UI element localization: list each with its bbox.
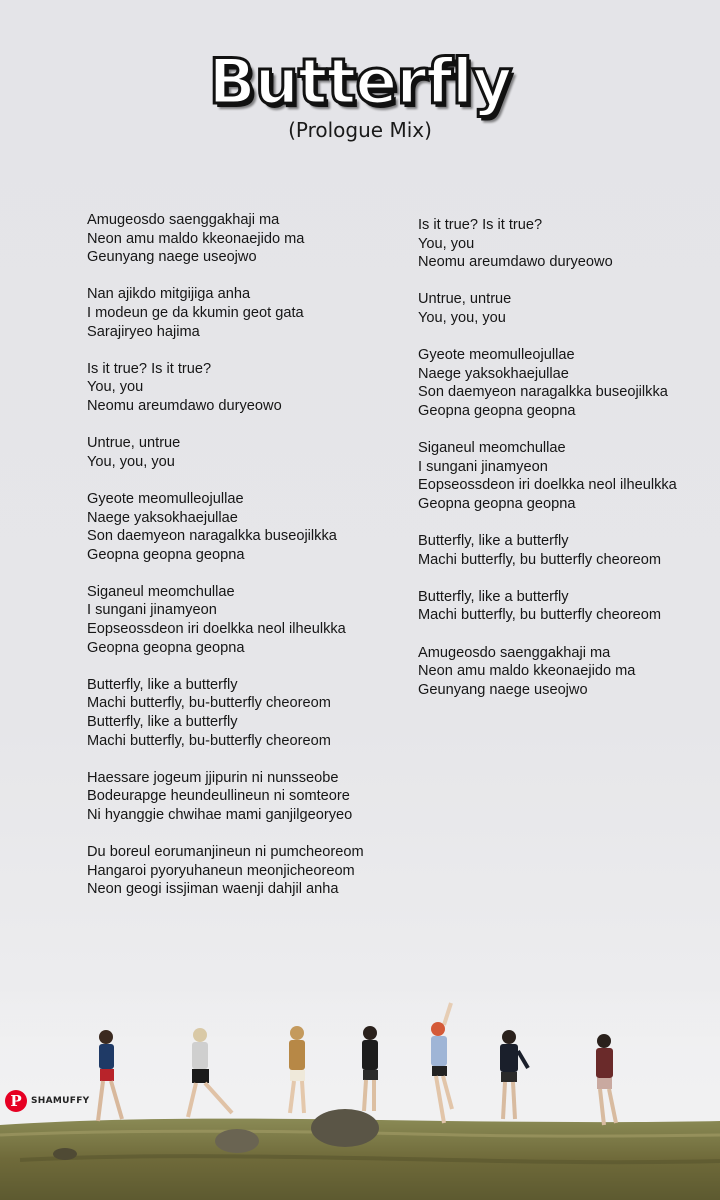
lyric-line: Ni hyanggie chwihae mami ganjilgeoryeo — [87, 807, 353, 823]
lyric-line: Geunyang naege useojwo — [87, 249, 257, 266]
lyric-line: Sarajiryeo hajima — [87, 323, 200, 340]
lyric-line: Geopna geopna geopna — [87, 639, 245, 656]
lyric-line: Du boreul eorumanjineun ni pumcheoreom — [87, 844, 364, 861]
lyrics-stanza — [418, 346, 708, 420]
lyric-line: You, you — [418, 235, 475, 252]
lyrics-stanza — [87, 434, 387, 471]
lyric-line: Butterfly, like a butterfly — [87, 676, 238, 693]
lyrics-stanza — [87, 211, 387, 267]
lyric-line: Neon amu maldo kkeonaejido ma — [418, 663, 636, 680]
lyric-line: Eopseossdeon iri doelkka neol ilheulkka — [418, 477, 677, 494]
lyric-line: Machi butterfly, bu butterfly cheoreom — [418, 607, 662, 624]
lyric-line: You, you, you — [87, 453, 175, 470]
lyric-line: Untrue, untrue — [87, 435, 181, 452]
watermark — [5, 1090, 89, 1112]
lyric-line: Nan ajikdo mitgijiga anha — [87, 286, 251, 303]
lyric-line: Amugeosdo saenggakhaji ma — [87, 212, 280, 228]
lyric-line: Naege yaksokhaejullae — [418, 365, 569, 382]
lyrics-column-right — [418, 216, 708, 718]
lyric-line: Geopna geopna geopna — [418, 402, 576, 419]
lyrics-stanza — [418, 644, 708, 700]
song-title: Butterfly — [208, 45, 512, 118]
lyric-line: You, you — [87, 379, 144, 396]
lyrics-stanza — [87, 490, 387, 564]
lyric-line: I sungani jinamyeon — [87, 602, 217, 619]
lyric-line: I modeun ge da kkumin geot gata — [87, 304, 304, 321]
lyrics-stanza — [87, 769, 387, 825]
hillside-photo — [0, 985, 720, 1200]
lyric-line: Machi butterfly, bu butterfly cheoreom — [418, 551, 662, 568]
lyrics-column-left — [87, 211, 387, 918]
lyric-line: Neon geogi issjiman waenji dahjil anha — [87, 881, 339, 898]
lyric-line: Untrue, untrue — [418, 291, 512, 308]
lyric-line: Bodeurapge heundeullineun ni somteore — [87, 788, 350, 805]
lyric-line: Neon amu maldo kkeonaejido ma — [87, 230, 305, 247]
lyrics-stanza — [87, 360, 387, 416]
lyrics-stanza — [87, 843, 387, 899]
lyric-line: Geunyang naege useojwo — [418, 681, 588, 698]
lyric-line: Eopseossdeon iri doelkka neol ilheulkka — [87, 621, 346, 638]
lyrics-stanza — [418, 216, 708, 272]
lyric-line: Neomu areumdawo duryeowo — [87, 397, 282, 414]
lyric-line: Son daemyeon naragalkka buseojilkka — [418, 384, 668, 401]
rock — [311, 1109, 379, 1147]
watermark-text: SHAMUFFY — [31, 1096, 90, 1106]
lyrics-stanza — [418, 588, 708, 625]
lyric-line: Is it true? Is it true? — [418, 217, 543, 233]
lyric-line: Naege yaksokhaejullae — [87, 509, 238, 526]
lyric-line: Siganeul meomchullae — [418, 440, 566, 457]
lyrics-stanza — [87, 676, 387, 750]
lyric-line: Haessare jogeum jjipurin ni nunsseobe — [87, 769, 339, 786]
lyrics-stanza — [418, 439, 708, 513]
lyric-line: Siganeul meomchullae — [87, 583, 235, 600]
rock — [215, 1129, 259, 1153]
lyric-line: Butterfly, like a butterfly — [418, 533, 569, 550]
lyric-line: You, you, you — [418, 309, 506, 326]
lyric-line: Is it true? Is it true? — [87, 360, 212, 377]
lyric-line: I sungani jinamyeon — [418, 458, 548, 475]
lyric-line: Butterfly, like a butterfly — [87, 714, 238, 731]
lyric-line: Son daemyeon naragalkka buseojilkka — [87, 528, 337, 545]
lyric-line: Machi butterfly, bu-butterfly cheoreom — [87, 695, 331, 712]
lyric-line: Gyeote meomulleojullae — [418, 347, 575, 364]
lyrics-stanza — [418, 532, 708, 569]
lyric-line: Machi butterfly, bu-butterfly cheoreom — [87, 732, 331, 749]
pinterest-icon: P — [5, 1090, 27, 1112]
song-subtitle: (Prologue Mix) — [288, 118, 432, 142]
lyric-line: Amugeosdo saenggakhaji ma — [418, 644, 611, 661]
lyrics-stanza — [87, 285, 387, 341]
lyric-line: Butterfly, like a butterfly — [418, 588, 569, 605]
lyric-line: Hangaroi pyoryuhaneun meonjicheoreom — [87, 862, 355, 879]
lyrics-stanza — [87, 583, 387, 657]
lyrics-stanza — [418, 290, 708, 327]
lyric-line: Geopna geopna geopna — [418, 495, 576, 512]
lyric-line: Geopna geopna geopna — [87, 546, 245, 563]
lyric-line: Gyeote meomulleojullae — [87, 490, 244, 507]
lyric-line: Neomu areumdawo duryeowo — [418, 254, 613, 271]
